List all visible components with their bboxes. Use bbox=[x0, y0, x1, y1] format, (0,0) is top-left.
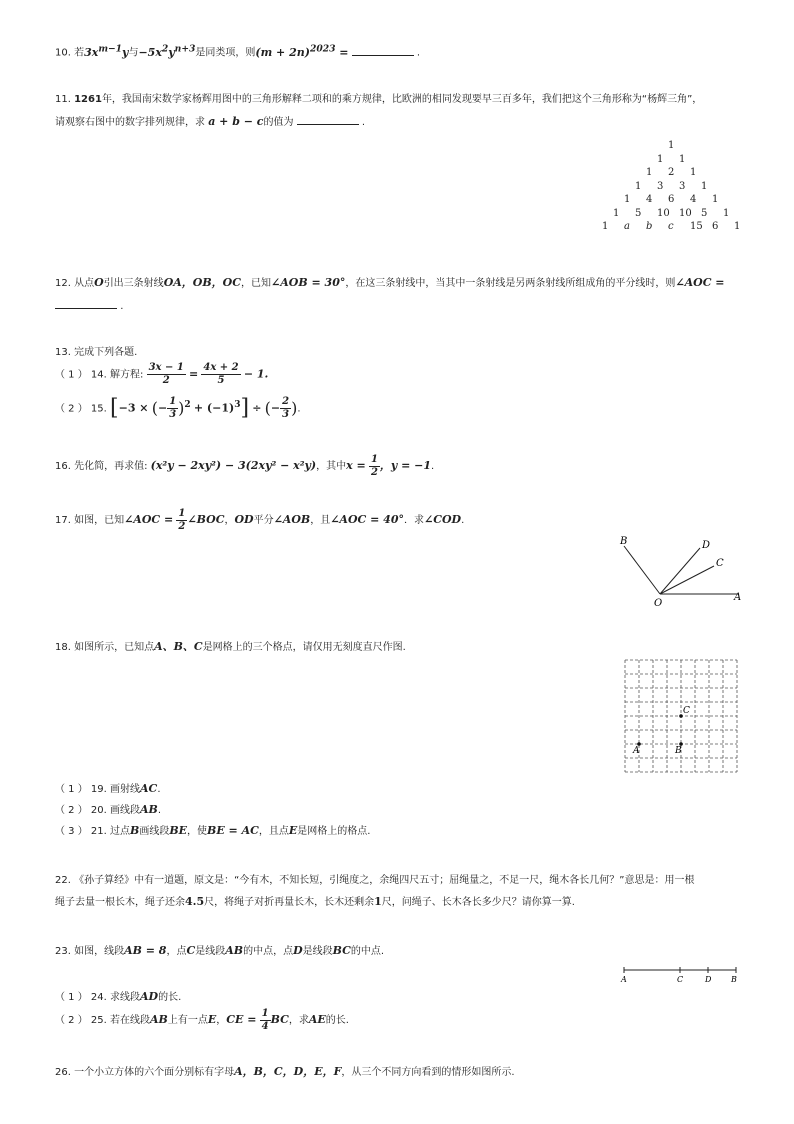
triangle-entry: 2 bbox=[668, 167, 675, 178]
label-D: D bbox=[702, 540, 711, 551]
label-A: A bbox=[734, 592, 742, 603]
triangle-entry: 5 bbox=[701, 207, 708, 219]
triangle-entry: 1 bbox=[624, 194, 631, 205]
label-C: C bbox=[716, 558, 724, 569]
triangle-entry: 3 bbox=[657, 180, 664, 192]
q23-sub2: （ 2 ） 25. 若在线段AB上有一点E，CE = $\frac{1}{4}$ BC，求AE的长. bbox=[55, 1007, 349, 1032]
triangle-entry: 1 bbox=[712, 194, 719, 205]
triangle-entry: 15 bbox=[690, 221, 703, 232]
answer-blank bbox=[352, 45, 414, 56]
triangle-entry: 1 bbox=[701, 180, 708, 192]
grid-figure bbox=[620, 656, 744, 776]
label-C: C bbox=[683, 706, 690, 716]
label-B: B bbox=[620, 536, 628, 547]
q22-line2: 绳子去量一根长木，绳子还余4.5尺，将绳子对折再量长木，长木还剩余1尺，问绳子、长木各长多少尺？请你算一算. bbox=[55, 895, 575, 908]
triangle-entry: 1 bbox=[602, 221, 609, 232]
triangle-entry: 1 bbox=[690, 167, 697, 178]
angle-figure bbox=[610, 530, 750, 610]
label-C: C bbox=[677, 975, 684, 984]
triangle-entry: 6 bbox=[668, 194, 675, 205]
q23-sub1: （ 1 ） 24. 求线段AD的长. bbox=[55, 990, 182, 1003]
triangle-entry: 1 bbox=[679, 153, 686, 165]
q18-sub2: （ 2 ） 20. 画线段AB. bbox=[55, 803, 162, 816]
triangle-entry: 4 bbox=[646, 194, 653, 205]
q10: 10. 若$3x^{m-1}y$与$-5x^2y^{n+3}$是同类项，则$(m + 2n)^{2023}$ = . bbox=[55, 43, 421, 59]
q17: 17. 如图，已知∠AOC = $\frac{1}{2}$ ∠BOC，OD平分∠AOB，且∠AOC = 40°．求∠COD. bbox=[55, 507, 465, 532]
label-D: D bbox=[705, 975, 712, 984]
triangle-entry: 1 bbox=[657, 153, 664, 165]
label-B: B bbox=[675, 746, 682, 756]
triangle-entry: 1 bbox=[734, 221, 741, 232]
yanghui-triangle bbox=[580, 140, 760, 240]
segment-figure bbox=[618, 962, 744, 986]
label-B: B bbox=[731, 975, 737, 984]
triangle-entry: 10 bbox=[679, 207, 692, 219]
triangle-entry: 5 bbox=[635, 207, 642, 219]
q16: 16. 先化简，再求值: (x²y − 2xy²) − 3(2xy² − x²y)，其中x = $\frac{1}{2}$ ，y = −1. bbox=[55, 453, 435, 478]
q22-line1: 22. 《孙子算经》中有一道题，原文是：“今有木，不知长短，引绳度之，余绳四尺五寸；屈绳量之，不足一尺，绳木各长几何？”意思是：用一根 bbox=[55, 875, 695, 886]
triangle-entry: 1 bbox=[723, 207, 730, 219]
triangle-entry: 1 bbox=[668, 140, 675, 151]
label-A: A bbox=[633, 746, 640, 756]
triangle-entry: 10 bbox=[657, 207, 670, 219]
triangle-entry: b bbox=[646, 221, 653, 232]
q18: 18. 如图所示，已知点A、B、C是网格上的三个格点，请仅用无刻度直尺作图. bbox=[55, 640, 406, 653]
q13-sub2: （ 2 ） 15. [−3 × (− $\frac{1}{3}$ )$^2 + (-1)^3$] ÷ (− $\frac{2}{3}$ ). bbox=[55, 395, 301, 421]
triangle-entry: a bbox=[624, 221, 630, 232]
q18-sub1: （ 1 ） 19. 画射线AC. bbox=[55, 782, 161, 795]
q26: 26. 一个小立方体的六个面分别标有字母A，B，C，D，E，F，从三个不同方向看到的情形如图所示. bbox=[55, 1065, 515, 1078]
triangle-entry: 1 bbox=[646, 167, 653, 178]
q11-line2: 请观察右图中的数字排列规律，求 a + b − c的值为 . bbox=[55, 115, 366, 128]
q13-sub1: （ 1 ） 14. 解方程: $\frac{3x - 1}{2}$ = $\frac{4x + 2}{5}$ − 1. bbox=[55, 362, 269, 386]
label-O: O bbox=[654, 598, 663, 609]
triangle-entry: 1 bbox=[635, 180, 642, 192]
answer-blank bbox=[297, 114, 359, 125]
q12-line2: . bbox=[55, 298, 123, 314]
triangle-entry: c bbox=[668, 221, 674, 232]
answer-blank bbox=[55, 298, 117, 309]
label-A: A bbox=[621, 975, 627, 984]
q13-title: 13. 完成下列各题. bbox=[55, 347, 138, 358]
q12-line1: 12. 从点O引出三条射线OA，OB，OC，已知∠AOB = 30°，在这三条射线中，当其中一条射线是另两条射线所组成角的平分线时，则∠AOC = bbox=[55, 276, 725, 289]
q11-line1: 11. 1261年，我国南宋数学家杨辉用图中的三角形解释二项和的乘方规律，比欧洲的相同发现要早三百多年，我们把这个三角形称为“杨辉三角”， bbox=[55, 94, 703, 105]
triangle-entry: 3 bbox=[679, 180, 686, 192]
q18-sub3: （ 3 ） 21. 过点B画线段BE，使BE = AC，且点E是网格上的格点. bbox=[55, 824, 371, 837]
triangle-entry: 4 bbox=[690, 194, 697, 205]
triangle-entry: 6 bbox=[712, 221, 719, 232]
triangle-entry: 1 bbox=[613, 207, 620, 219]
q23: 23. 如图，线段AB = 8，点C是线段AB的中点，点D是线段BC的中点. bbox=[55, 944, 385, 957]
